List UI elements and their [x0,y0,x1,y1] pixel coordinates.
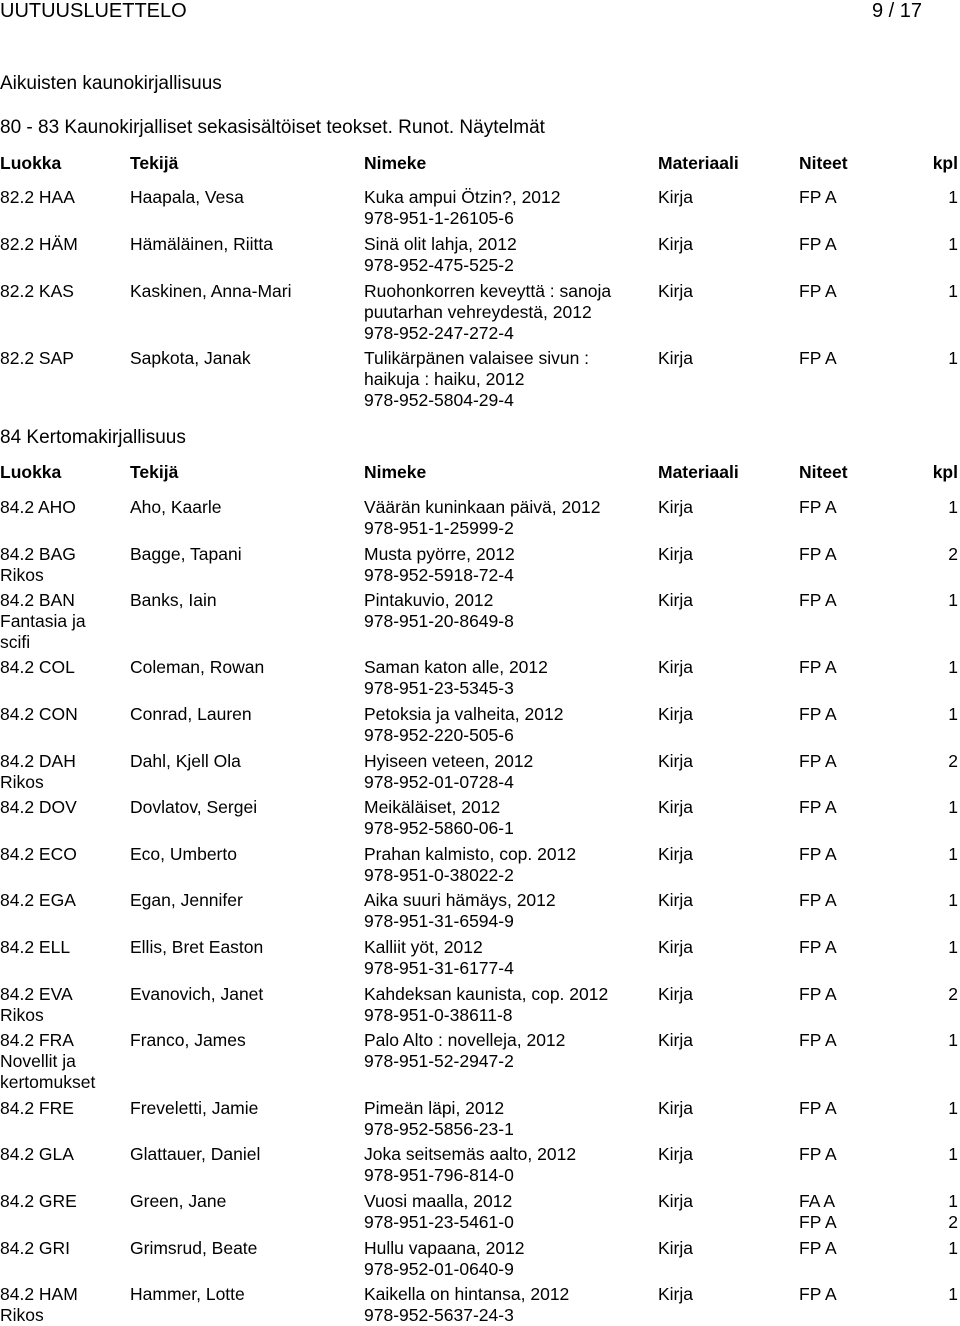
cell-luokka: 84.2 HAM [0,1284,78,1304]
cell-materiaali: Kirja [658,797,694,817]
cell-luokka: 84.2 DOV [0,797,77,817]
category-heading: Aikuisten kaunokirjallisuus [0,73,222,94]
cell-niteet: FP A [799,844,837,864]
cell-nimeke: Saman katon alle, 2012 [364,657,548,677]
cell-nimeke: Meikäläiset, 2012 [364,797,501,817]
cell-luokka: 84.2 BAN [0,590,75,610]
cell-kpl: 2 [948,751,958,771]
cell-kpl: 1 [948,1191,958,1211]
cell-kpl: 1 [948,1284,958,1304]
col-materiaali: Materiaali [658,153,739,173]
cell-niteet: FP A [799,657,837,677]
cell-nimeke: Aika suuri hämäys, 2012 [364,890,556,910]
cell-nimeke: Palo Alto : novelleja, 2012 [364,1030,566,1050]
cell-materiaali: Kirja [658,1030,694,1050]
cell-nimeke: Tulikärpänen valaisee sivun : [364,348,590,368]
cell-materiaali: Kirja [658,1098,694,1118]
cell-kpl: 1 [948,844,958,864]
cell-tekija: Ellis, Bret Easton [130,937,264,957]
cell-nimeke: 978-952-5637-24-3 [364,1305,514,1325]
cell-tekija: Banks, Iain [130,590,217,610]
cell-materiaali: Kirja [658,281,694,301]
cell-nimeke: 978-951-796-814-0 [364,1165,514,1185]
cell-luokka: scifi [0,632,31,652]
cell-luokka: 82.2 SAP [0,348,74,368]
cell-luokka: Novellit ja [0,1051,76,1071]
cell-materiaali: Kirja [658,984,694,1004]
col-tekija: Tekijä [130,153,179,173]
cell-materiaali: Kirja [658,1284,694,1304]
cell-materiaali: Kirja [658,590,694,610]
cell-luokka: 84.2 CON [0,704,78,724]
cell-luokka: 84.2 ELL [0,937,71,957]
cell-materiaali: Kirja [658,1144,694,1164]
cell-kpl: 1 [948,1144,958,1164]
cell-niteet: FP A [799,1284,837,1304]
cell-nimeke: Pimeän läpi, 2012 [364,1098,505,1118]
cell-materiaali: Kirja [658,844,694,864]
cell-luokka: kertomukset [0,1072,96,1092]
cell-nimeke: Kuka ampui Ötzin?, 2012 [364,187,561,207]
cell-niteet: FP A [799,234,837,254]
cell-nimeke: Hyiseen veteen, 2012 [364,751,534,771]
cell-kpl: 1 [948,348,958,368]
cell-kpl: 1 [948,657,958,677]
cell-luokka: Rikos [0,772,44,792]
cell-nimeke: 978-951-31-6594-9 [364,911,514,931]
cell-niteet: FP A [799,1030,837,1050]
col-kpl: kpl [932,462,958,482]
catalog-title: UUTUUSLUETTELO [0,0,187,22]
cell-tekija: Aho, Kaarle [130,497,222,517]
cell-nimeke: Prahan kalmisto, cop. 2012 [364,844,577,864]
cell-nimeke: 978-951-1-25999-2 [364,518,514,538]
cell-luokka: 84.2 GRE [0,1191,77,1211]
cell-luokka: 84.2 GRI [0,1238,71,1258]
cell-niteet: FP A [799,984,837,1004]
cell-nimeke: Kahdeksan kaunista, cop. 2012 [364,984,609,1004]
cell-niteet: FP A [799,590,837,610]
cell-luokka: 84.2 EGA [0,890,76,910]
cell-materiaali: Kirja [658,1238,694,1258]
cell-materiaali: Kirja [658,937,694,957]
cell-tekija: Bagge, Tapani [130,544,242,564]
cell-nimeke: Musta pyörre, 2012 [364,544,515,564]
cell-kpl: 1 [948,890,958,910]
cell-luokka: 82.2 KAS [0,281,74,301]
cell-nimeke: 978-952-5860-06-1 [364,818,514,838]
cell-kpl: 1 [948,187,958,207]
cell-tekija: Glattauer, Daniel [130,1144,261,1164]
cell-tekija: Eco, Umberto [130,844,237,864]
cell-niteet: FP A [799,1212,837,1232]
cell-kpl: 1 [948,1238,958,1258]
cell-tekija: Franco, James [130,1030,246,1050]
cell-nimeke: Väärän kuninkaan päivä, 2012 [364,497,601,517]
cell-tekija: Hammer, Lotte [130,1284,245,1304]
cell-nimeke: 978-951-31-6177-4 [364,958,514,978]
cell-nimeke: Hullu vapaana, 2012 [364,1238,525,1258]
cell-luokka: 84.2 BAG [0,544,76,564]
cell-nimeke: 978-952-5804-29-4 [364,390,514,410]
col-materiaali: Materiaali [658,462,739,482]
cell-luokka: 84.2 AHO [0,497,76,517]
cell-luokka: 84.2 COL [0,657,75,677]
cell-materiaali: Kirja [658,234,694,254]
cell-nimeke: 978-951-23-5345-3 [364,678,514,698]
col-luokka: Luokka [0,153,62,173]
col-niteet: Niteet [799,462,848,482]
cell-materiaali: Kirja [658,348,694,368]
cell-nimeke: 978-951-20-8649-8 [364,611,514,631]
cell-luokka: 84.2 FRE [0,1098,74,1118]
cell-kpl: 1 [948,937,958,957]
cell-nimeke: 978-951-52-2947-2 [364,1051,514,1071]
col-nimeke: Nimeke [364,462,427,482]
cell-tekija: Green, Jane [130,1191,227,1211]
cell-niteet: FP A [799,1238,837,1258]
cell-nimeke: Pintakuvio, 2012 [364,590,494,610]
cell-nimeke: puutarhan vehreydestä, 2012 [364,302,592,322]
cell-kpl: 1 [948,1098,958,1118]
cell-niteet: FP A [799,281,837,301]
cell-nimeke: 978-951-1-26105-6 [364,208,514,228]
cell-nimeke: 978-951-0-38611-8 [364,1005,513,1025]
cell-nimeke: 978-952-5918-72-4 [364,565,514,585]
cell-tekija: Egan, Jennifer [130,890,243,910]
col-niteet: Niteet [799,153,848,173]
cell-kpl: 1 [948,704,958,724]
cell-nimeke: 978-952-01-0640-9 [364,1259,514,1279]
cell-tekija: Freveletti, Jamie [130,1098,259,1118]
cell-luokka: 84.2 ECO [0,844,77,864]
cell-nimeke: Kalliit yöt, 2012 [364,937,483,957]
cell-niteet: FP A [799,1098,837,1118]
cell-niteet: FP A [799,348,837,368]
cell-niteet: FP A [799,544,837,564]
cell-kpl: 1 [948,1030,958,1050]
cell-tekija: Kaskinen, Anna-Mari [130,281,292,301]
cell-kpl: 1 [948,281,958,301]
cell-nimeke: 978-952-220-505-6 [364,725,514,745]
col-kpl: kpl [932,153,958,173]
cell-luokka: Rikos [0,1005,44,1025]
cell-nimeke: 978-951-23-5461-0 [364,1212,514,1232]
cell-luokka: Rikos [0,1305,44,1325]
cell-materiaali: Kirja [658,187,694,207]
cell-luokka: 84.2 FRA [0,1030,74,1050]
cell-nimeke: Petoksia ja valheita, 2012 [364,704,564,724]
cell-materiaali: Kirja [658,544,694,564]
cell-tekija: Coleman, Rowan [130,657,265,677]
cell-niteet: FP A [799,187,837,207]
cell-materiaali: Kirja [658,704,694,724]
cell-niteet: FP A [799,704,837,724]
cell-materiaali: Kirja [658,751,694,771]
cell-tekija: Hämäläinen, Riitta [130,234,273,254]
cell-tekija: Conrad, Lauren [130,704,252,724]
cell-tekija: Evanovich, Janet [130,984,264,1004]
col-nimeke: Nimeke [364,153,427,173]
cell-nimeke: Vuosi maalla, 2012 [364,1191,513,1211]
cell-nimeke: 978-952-247-272-4 [364,323,514,343]
cell-luokka: 84.2 GLA [0,1144,74,1164]
cell-kpl: 2 [948,1212,958,1232]
col-luokka: Luokka [0,462,62,482]
cell-nimeke: 978-952-01-0728-4 [364,772,514,792]
cell-niteet: FP A [799,890,837,910]
cell-luokka: 82.2 HAA [0,187,75,207]
section-title: 84 Kertomakirjallisuus [0,427,186,448]
cell-nimeke: 978-952-5856-23-1 [364,1119,514,1139]
cell-kpl: 2 [948,544,958,564]
cell-nimeke: 978-952-475-525-2 [364,255,514,275]
cell-niteet: FP A [799,797,837,817]
cell-luokka: 82.2 HÄM [0,234,78,254]
cell-niteet: FP A [799,1144,837,1164]
cell-kpl: 1 [948,234,958,254]
cell-luokka: 84.2 EVA [0,984,73,1004]
cell-tekija: Haapala, Vesa [130,187,244,207]
cell-nimeke: Ruohonkorren keveyttä : sanoja [364,281,612,301]
cell-luokka: 84.2 DAH [0,751,76,771]
cell-tekija: Dahl, Kjell Ola [130,751,241,771]
cell-niteet: FP A [799,497,837,517]
cell-materiaali: Kirja [658,657,694,677]
cell-kpl: 1 [948,590,958,610]
col-tekija: Tekijä [130,462,179,482]
cell-niteet: FP A [799,751,837,771]
cell-kpl: 1 [948,797,958,817]
cell-nimeke: Kaikella on hintansa, 2012 [364,1284,570,1304]
cell-niteet: FP A [799,937,837,957]
cell-nimeke: haikuja : haiku, 2012 [364,369,525,389]
cell-materiaali: Kirja [658,890,694,910]
cell-materiaali: Kirja [658,497,694,517]
cell-kpl: 2 [948,984,958,1004]
cell-nimeke: Sinä olit lahja, 2012 [364,234,517,254]
cell-tekija: Grimsrud, Beate [130,1238,258,1258]
cell-nimeke: 978-951-0-38022-2 [364,865,514,885]
cell-kpl: 1 [948,497,958,517]
cell-luokka: Rikos [0,565,44,585]
cell-luokka: Fantasia ja [0,611,86,631]
cell-niteet: FA A [799,1191,835,1211]
cell-tekija: Sapkota, Janak [130,348,251,368]
section-title: 80 - 83 Kaunokirjalliset sekasisältöiset teokset. Runot. Näytelmät [0,117,545,138]
cell-nimeke: Joka seitsemäs aalto, 2012 [364,1144,577,1164]
cell-materiaali: Kirja [658,1191,694,1211]
page-number: 9 / 17 [872,0,923,22]
cell-tekija: Dovlatov, Sergei [130,797,258,817]
